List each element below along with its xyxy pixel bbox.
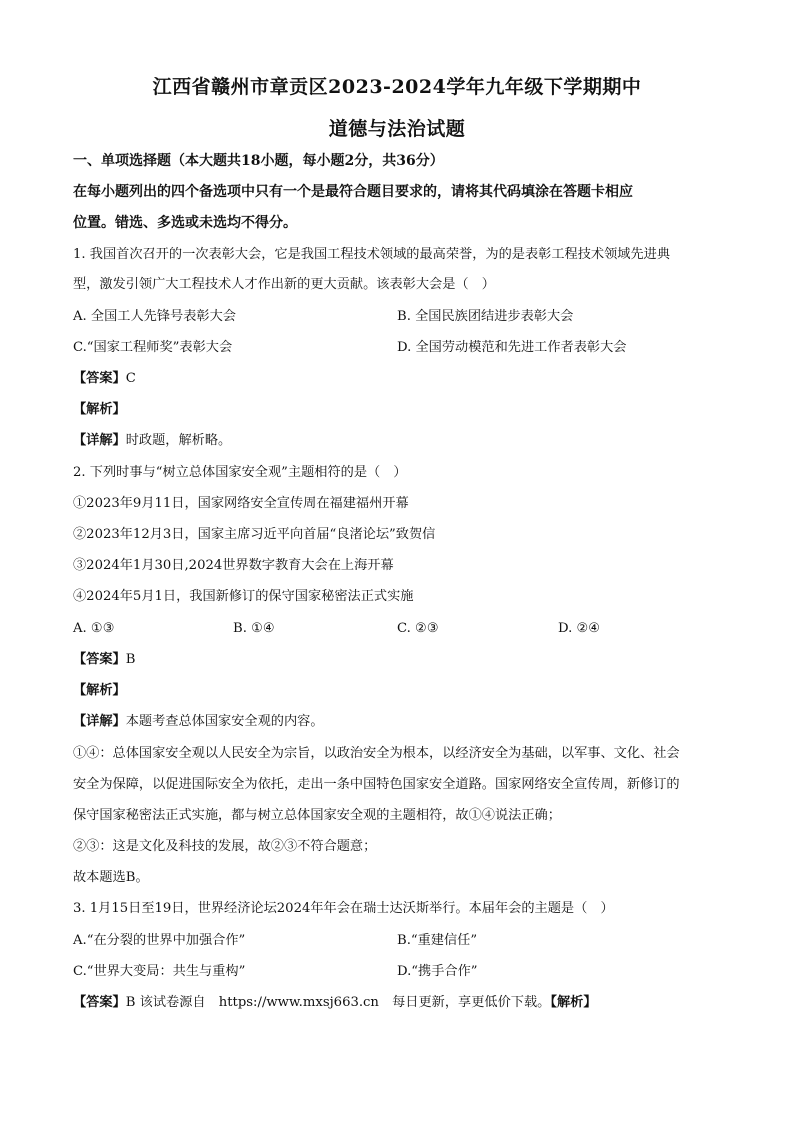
q1-option-d: D. 全国劳动模范和先进工作者表彰大会 (397, 340, 627, 355)
q1-stem-line-1: 1. 我国首次召开的一次表彰大会，它是我国工程技术领域的最高荣誉，为的是表彰工程技术领域先进典 (73, 247, 671, 262)
q1-analysis-label: 【解析】 (73, 402, 126, 417)
q2-analysis-label: 【解析】 (73, 683, 126, 698)
q3-option-d: D.“携手合作” (397, 964, 478, 979)
q2-explain-line-3: 保守国家秘密法正式实施，都与树立总体国家安全观的主题相符，故①④说法正确； (73, 808, 561, 823)
answer-label: 【答案】 (73, 371, 126, 386)
q2-item-4: ④2024年5月1日，我国新修订的保守国家秘密法正式实施 (73, 589, 414, 604)
q2-option-b: B. ①④ (233, 621, 275, 636)
q3-option-a: A.“在分裂的世界中加强合作” (73, 933, 246, 948)
q3-option-b: B.“重建信任” (397, 933, 478, 948)
q3-analysis-label: 【解析】 (550, 995, 597, 1010)
q2-explain-line-1: ①④：总体国家安全观以人民安全为宗旨，以政治安全为根本，以经济安全为基础，以军事、文化、社会 (73, 746, 680, 761)
q2-explain-line-2: 安全为保障，以促进国际安全为依托，走出一条中国特色国家安全道路。国家网络安全宣传周，新修订的 (73, 777, 680, 792)
q1-option-a: A. 全国工人先锋号表彰大会 (73, 309, 236, 324)
q2-stem: 2. 下列时事与“树立总体国家安全观”主题相符的是（ ） (73, 465, 407, 480)
q3-answer-text: B 该试卷源自 https://www.mxsj663.cn 每日更新，享更低价下载。 (125, 995, 551, 1010)
q3-option-c: C.“世界大变局：共生与重构” (73, 964, 246, 979)
q2-item-3: ③2024年1月30日,2024世界数字教育大会在上海开幕 (73, 558, 394, 573)
q1-option-c: C.“国家工程师奖”表彰大会 (73, 340, 233, 355)
detail-text: 时政题，解析略。 (125, 433, 232, 448)
q2-answer: 【答案】B (73, 652, 136, 667)
q2-explain-line-4: ②③：这是文化及科技的发展，故②③不符合题意； (73, 839, 377, 854)
instruction-line-2: 位置。错选、多选或未选均不得分。 (73, 215, 297, 231)
q2-option-c: C. ②③ (397, 621, 439, 636)
q2-item-2: ②2023年12月3日，国家主席习近平向首届“良渚论坛”致贺信 (73, 527, 436, 542)
q3-answer: 【答案】B 该试卷源自 https://www.mxsj663.cn 每日更新，享更低价下载。【解析】 (73, 995, 597, 1010)
q2-option-a: A. ①③ (73, 621, 115, 636)
instruction-line-1: 在每小题列出的四个备选项中只有一个是最符合题目要求的，请将其代码填涂在答题卡相应 (73, 184, 633, 200)
q2-detail: 【详解】本题考查总体国家安全观的内容。 (73, 714, 324, 729)
exam-subtitle: 道德与法治试题 (328, 118, 466, 140)
q2-item-1: ①2023年9月11日，国家网络安全宣传周在福建福州开幕 (73, 496, 409, 511)
q2-explain-line-5: 故本题选B。 (73, 870, 149, 885)
detail-label: 【详解】 (73, 433, 126, 448)
q1-stem-line-2: 型，激发引领广大工程技术人才作出新的更大贡献。该表彰大会是（ ） (73, 277, 495, 292)
q1-option-b: B. 全国民族团结进步表彰大会 (397, 309, 574, 324)
exam-title: 江西省赣州市章贡区2023-2024学年九年级下学期期中 (152, 76, 642, 98)
section-heading: 一、单项选择题（本大题共18小题，每小题2分，共36分） (73, 153, 444, 169)
q1-answer (73, 370, 136, 388)
answer-value: C (125, 371, 136, 386)
q1-detail (73, 432, 231, 450)
q2-option-d: D. ②④ (558, 621, 601, 636)
q3-stem: 3. 1月15日至19日，世界经济论坛2024年年会在瑞士达沃斯举行。本届年会的主题是（ ） (73, 901, 614, 916)
